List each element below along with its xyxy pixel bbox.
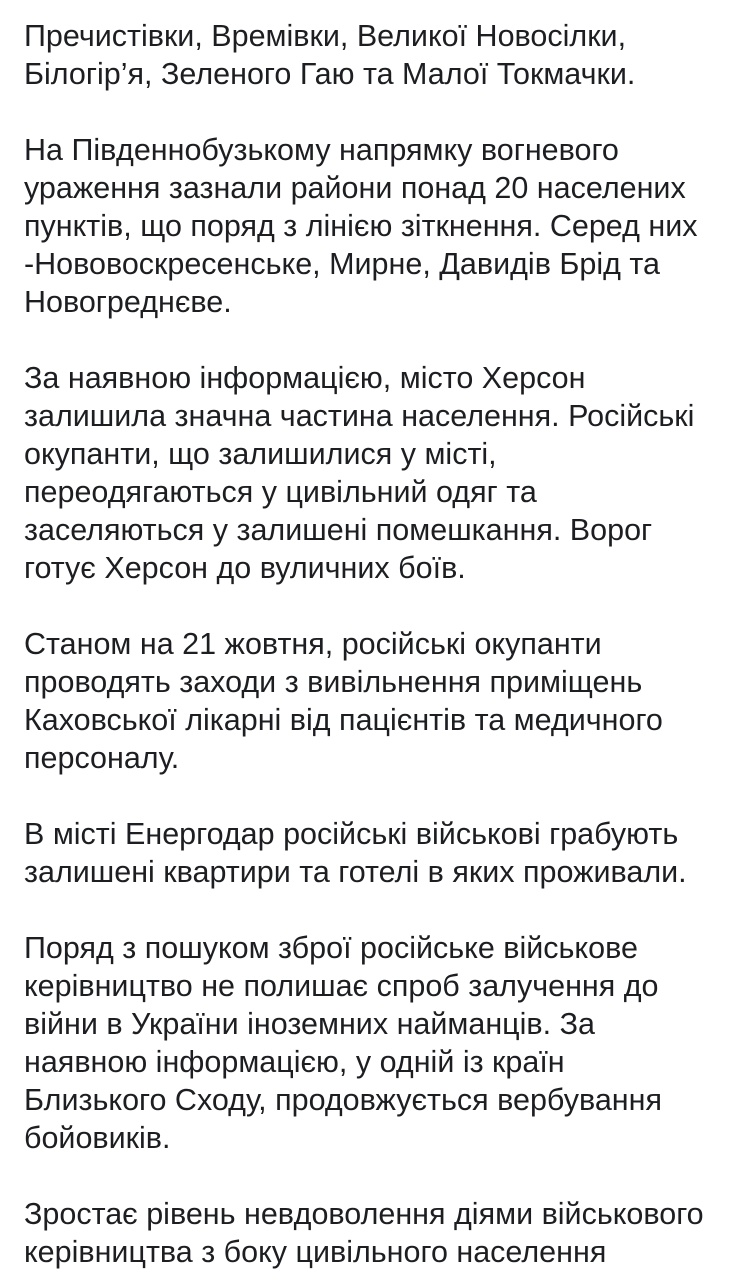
text-line: Поряд з пошуком зброї російське військове xyxy=(24,931,638,965)
text-line: наявною інформацією, у одній із країн xyxy=(24,1045,565,1079)
text-line: ураження зазнали райони понад 20 населених xyxy=(24,171,686,205)
text-line: бойовиків. xyxy=(24,1121,171,1155)
text-line: Близького Сходу, продовжується вербування xyxy=(24,1083,662,1117)
post-paragraph xyxy=(24,929,738,1157)
text-line: заселяються у залишені помешкання. Ворог xyxy=(24,513,653,547)
text-line: За наявною інформацією, місто Херсон xyxy=(24,361,586,395)
text-line: Каховської лікарні від пацієнтів та медичного xyxy=(24,703,663,737)
text-line: персоналу. xyxy=(24,741,180,775)
post-paragraph xyxy=(24,17,738,93)
text-line: На Південнобузькому напрямку вогневого xyxy=(24,133,619,167)
text-line: Пречистівки, Времівки, Великої Новосілки, xyxy=(24,19,627,53)
text-line: війни в України іноземних найманців. За xyxy=(24,1007,595,1041)
text-line: пунктів, що поряд з лінією зіткнення. Серед них xyxy=(24,209,698,243)
post-paragraph xyxy=(24,815,738,891)
text-line: Новогреднєве. xyxy=(24,285,232,319)
text-line: залишила значна частина населення. Російські xyxy=(24,399,695,433)
post-paragraph xyxy=(24,625,738,777)
post-paragraph xyxy=(24,1195,738,1271)
text-line: В місті Енергодар російські військові грабують xyxy=(24,817,679,851)
post-paragraph xyxy=(24,359,738,587)
text-line: Зростає рівень невдоволення діями військового xyxy=(24,1197,704,1231)
post-paragraph xyxy=(24,131,738,321)
text-line: залишені квартири та готелі в яких проживали. xyxy=(24,855,687,889)
text-line: переодягаються у цивільний одяг та xyxy=(24,475,537,509)
text-line: окупанти, що залишилися у місті, xyxy=(24,437,497,471)
text-line: готує Херсон до вуличних боїв. xyxy=(24,551,466,585)
text-line: керівництво не полишає спроб залучення до xyxy=(24,969,659,1003)
text-line: Станом на 21 жовтня, російські окупанти xyxy=(24,627,602,661)
text-line: керівництва з боку цивільного населення xyxy=(24,1235,607,1269)
text-line: Білогір’я, Зеленого Гаю та Малої Токмачки. xyxy=(24,57,636,91)
text-line: -Нововоскресенське, Мирне, Давидів Брід та xyxy=(24,247,660,281)
text-line: проводять заходи з вивільнення приміщень xyxy=(24,665,643,699)
